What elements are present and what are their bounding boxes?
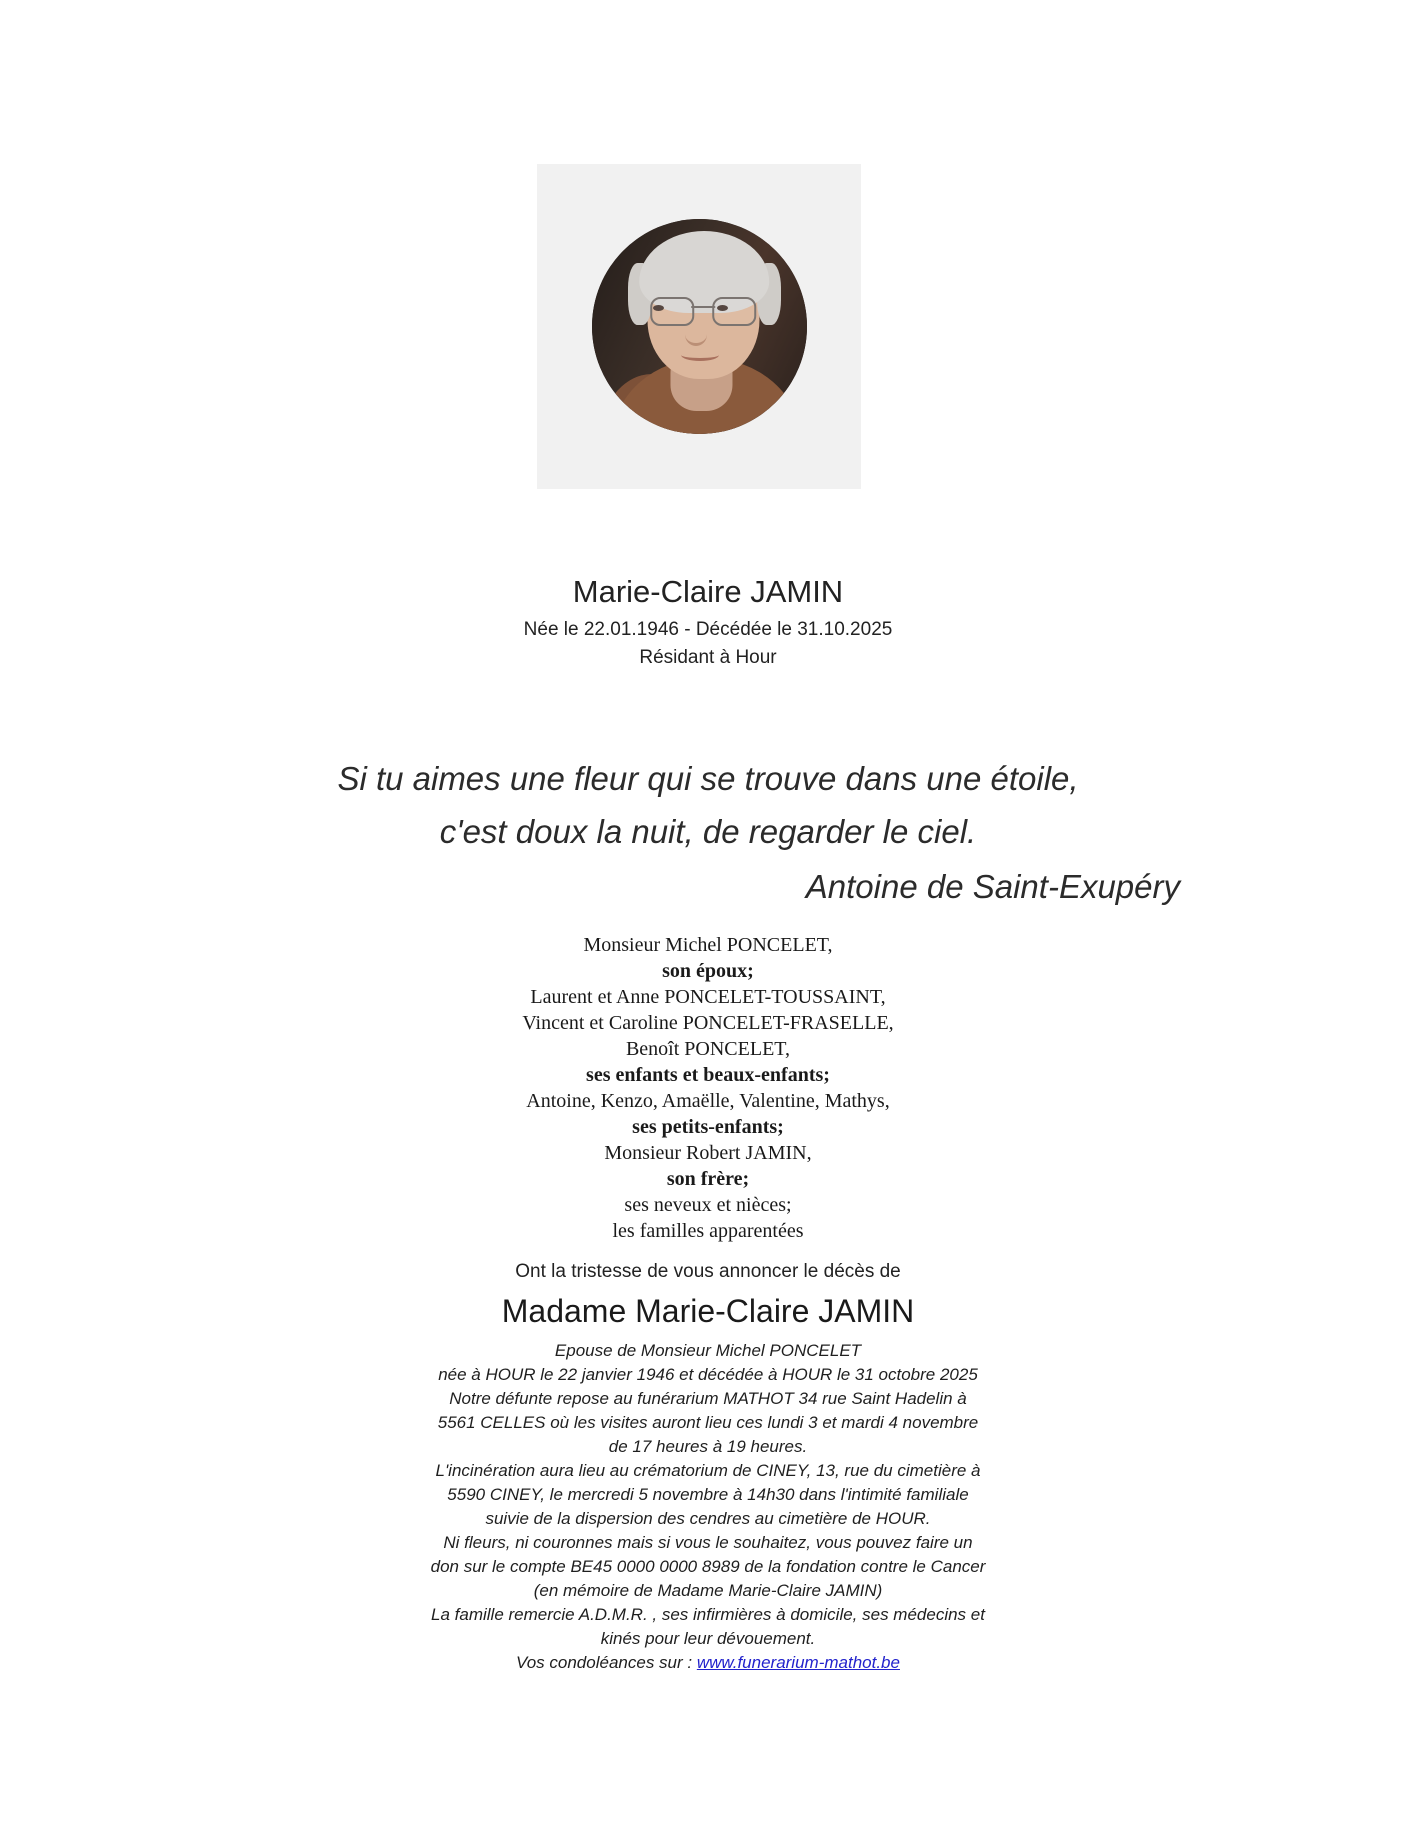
quote-author: Antoine de Saint-Exupéry <box>805 868 1180 905</box>
family-line: son époux; <box>662 960 754 982</box>
family-line: ses enfants et beaux-enfants; <box>586 1064 830 1086</box>
quote-line-2: c'est doux la nuit, de regarder le ciel. <box>439 813 977 850</box>
photo-lens-left <box>650 297 694 326</box>
announcement-intro: Ont la tristesse de vous annoncer le décès de <box>515 1261 901 1282</box>
family-list <box>0 932 1416 1244</box>
portrait-photo <box>592 219 807 434</box>
announcement-detail: Epouse de Monsieur Michel PONCELET <box>554 1341 862 1360</box>
condolences-prefix: Vos condoléances sur : <box>516 1653 697 1672</box>
announcement-name: Madame Marie-Claire JAMIN <box>501 1293 915 1329</box>
photo-mouth <box>681 349 719 361</box>
deceased-header <box>0 572 1416 672</box>
memorial-quote <box>228 752 1188 914</box>
announcement-detail: L'incinération aura lieu au crématorium de CINEY, 13, rue du cimetière à 5590 CINEY, le mercredi 5 novembre à 14h30 dans l'intimité familiale suivie de la dispersion des cendres au cimetière de HOUR. <box>435 1461 981 1528</box>
deceased-dates: Née le 22.01.1946 - Décédée le 31.10.2025 <box>523 619 893 640</box>
page-title: Marie-Claire JAMIN <box>572 574 844 609</box>
announcement-detail: La famille remercie A.D.M.R. , ses infirmières à domicile, ses médecins et kinés pour leur dévouement. <box>431 1605 985 1648</box>
family-line: son frère; <box>666 1168 750 1190</box>
announcement-block <box>0 1258 1416 1675</box>
photo-lens-right <box>712 297 756 326</box>
deceased-residence: Résidant à Hour <box>639 647 777 668</box>
glasses-icon <box>650 297 756 323</box>
announcement-detail-paragraphs <box>428 1339 988 1651</box>
family-line: Monsieur Michel PONCELET, <box>583 934 833 956</box>
quote-line-1: Si tu aimes une fleur qui se trouve dans une étoile, <box>337 760 1079 797</box>
family-line: ses neveux et nièces; <box>624 1194 792 1216</box>
photo-nose <box>685 323 707 346</box>
family-line: Vincent et Caroline PONCELET-FRASELLE, <box>522 1012 894 1034</box>
family-line: Laurent et Anne PONCELET-TOUSSAINT, <box>530 986 886 1008</box>
family-line: ses petits-enfants; <box>632 1116 784 1138</box>
family-line: les familles apparentées <box>612 1220 804 1242</box>
family-line: Benoît PONCELET, <box>625 1038 791 1060</box>
family-line: Antoine, Kenzo, Amaëlle, Valentine, Mathys, <box>526 1090 890 1112</box>
announcement-detail: Ni fleurs, ni couronnes mais si vous le souhaitez, vous pouvez faire un don sur le compte BE45 0000 0000 8989 de la fondation contre le Cancer (en mémoire de Madame Marie-Claire JAMIN) <box>430 1533 986 1600</box>
family-line: Monsieur Robert JAMIN, <box>604 1142 812 1164</box>
condolences-link[interactable]: www.funerarium-mathot.be <box>696 1653 900 1672</box>
condolences-line <box>428 1651 988 1675</box>
announcement-detail: Notre défunte repose au funérarium MATHOT 34 rue Saint Hadelin à 5561 CELLES où les visites auront lieu ces lundi 3 et mardi 4 novembre de 17 heures à 19 heures. <box>437 1389 979 1456</box>
portrait-photo-frame <box>537 164 861 489</box>
announcement-detail: née à HOUR le 22 janvier 1946 et décédée à HOUR le 31 octobre 2025 <box>438 1365 978 1384</box>
announcement-details <box>428 1339 988 1675</box>
